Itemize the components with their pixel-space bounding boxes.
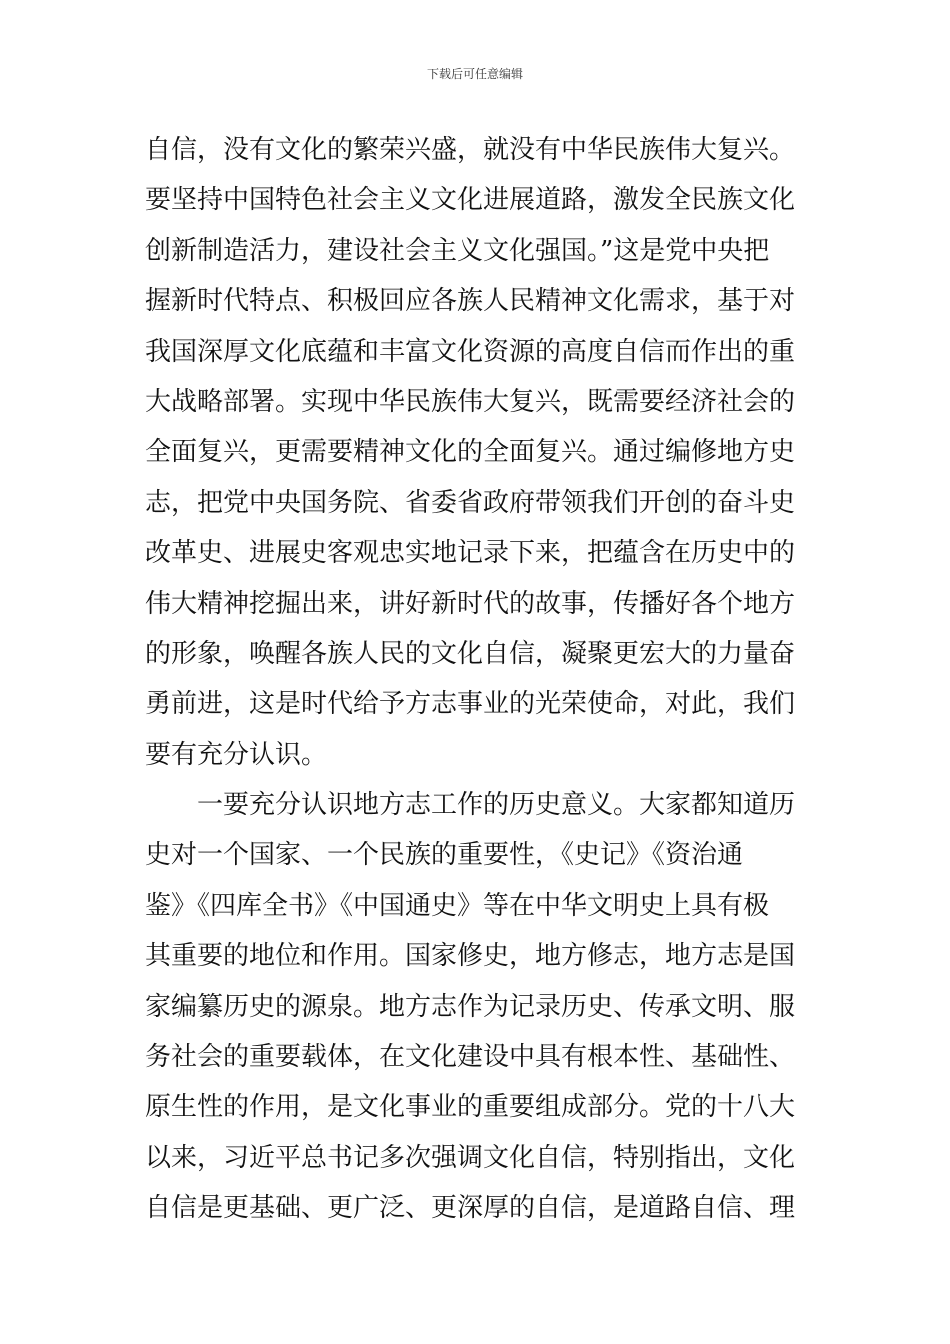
text-line: 要坚持中国特色社会主义文化进展道路，激发全民族文化 [145, 185, 796, 216]
text-line: 志，把党中央国务院、省委省政府带领我们开创的奋斗史 [145, 487, 796, 518]
text-line: 大战略部署。实现中华民族伟大复兴，既需要经济社会的 [145, 386, 796, 417]
text-line: 握新时代特点、积极回应各族人民精神文化需求，基于对 [145, 286, 796, 317]
text-line: 我国深厚文化底蕴和丰富文化资源的高度自信而作出的重 [145, 336, 796, 367]
text-line: 伟大精神挖掘出来，讲好新时代的故事，传播好各个地方 [145, 588, 796, 619]
text-line: 全面复兴，更需要精神文化的全面复兴。通过编修地方史 [145, 437, 796, 468]
text-line: 的形象，唤醒各族人民的文化自信，凝聚更宏大的力量奋 [145, 638, 796, 669]
page-header: 下载后可任意编辑 [426, 67, 523, 81]
text-line: 改革史、进展史客观忠实地记录下来，把蕴含在历史中的 [145, 538, 796, 569]
document-body [145, 125, 825, 1234]
text-line: 以来，习近平总书记多次强调文化自信，特别指出，文化 [145, 1142, 796, 1173]
text-line: 自信，没有文化的繁荣兴盛，就没有中华民族伟大复兴。 [145, 135, 796, 165]
text-line: 一要充分认识地方志工作的历史意义。大家都知道历 [145, 790, 796, 821]
text-line: 务社会的重要载体，在文化建设中具有根本性、基础性、 [145, 1042, 796, 1073]
text-line: 创新制造活力，建设社会主义文化强国。”这是党中央把 [145, 235, 770, 266]
text-line: 自信是更基础、更广泛、更深厚的自信，是道路自信、理 [145, 1193, 796, 1224]
text-line: 鉴》《四库全书》《中国通史》等在中华文明史上具有极 [145, 890, 770, 921]
text-line: 家编纂历史的源泉。地方志作为记录历史、传承文明、服 [145, 991, 796, 1022]
text-line: 史对一个国家、一个民族的重要性，《史记》《资治通 [145, 840, 744, 871]
text-line: 其重要的地位和作用。国家修史，地方修志，地方志是国 [145, 941, 796, 972]
text-line: 勇前进，这是时代给予方志事业的光荣使命，对此，我们 [145, 689, 796, 720]
text-line: 要有充分认识。 [145, 739, 328, 770]
text-line: 原生性的作用，是文化事业的重要组成部分。党的十八大 [145, 1092, 796, 1123]
